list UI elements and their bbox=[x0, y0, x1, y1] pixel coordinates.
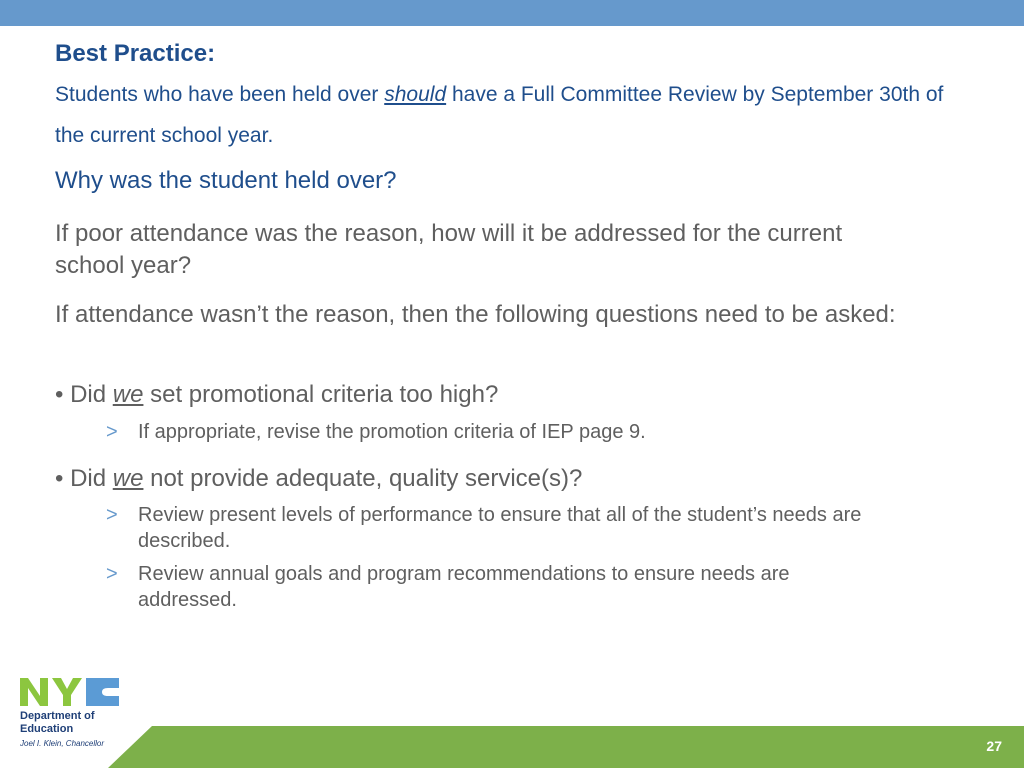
bullet-service-end: not provide adequate, quality service(s)? bbox=[143, 465, 583, 492]
department-name bbox=[20, 710, 120, 736]
department-line-2: Education bbox=[20, 723, 74, 735]
bullet-service-emphasis: we bbox=[112, 465, 144, 492]
sub-bullet-annual-goals bbox=[106, 561, 866, 613]
bullet-criteria bbox=[55, 381, 498, 409]
statement-emphasis: should bbox=[384, 83, 447, 106]
sub-bullet-text: If appropriate, revise the promotion criteria of IEP page 9. bbox=[138, 421, 646, 443]
attendance-paragraph: If poor attendance was the reason, how will it be addressed for the current school year? bbox=[55, 220, 843, 279]
followup-paragraph: If attendance wasn’t the reason, then the following questions need to be asked: bbox=[55, 301, 896, 328]
sub-bullet-present-levels bbox=[106, 502, 866, 554]
bullet-service-start: • Did bbox=[55, 465, 113, 492]
bullet-criteria-start: • Did bbox=[55, 381, 113, 408]
bullet-service bbox=[55, 465, 582, 493]
page-number: 27 bbox=[986, 738, 1002, 754]
sub-bullet-arrow-icon: > bbox=[106, 421, 118, 443]
sub-bullet-arrow-icon: > bbox=[106, 563, 118, 585]
department-line-1: Department of bbox=[20, 710, 95, 722]
best-practice-statement bbox=[55, 74, 955, 156]
top-header-bar bbox=[0, 0, 1024, 26]
footer-band bbox=[0, 726, 1024, 768]
sub-bullet-revise-criteria bbox=[106, 419, 866, 445]
sub-bullet-text: Review annual goals and program recommendations to ensure needs are addressed. bbox=[138, 563, 790, 611]
nyc-doe-logo bbox=[18, 674, 122, 710]
nyc-logo-icon bbox=[18, 674, 122, 710]
chancellor-caption: Joel I. Klein, Chancellor bbox=[20, 739, 105, 748]
bullet-criteria-emphasis: we bbox=[112, 381, 144, 408]
statement-text-start: Students who have been held over bbox=[55, 83, 385, 106]
held-over-question: Why was the student held over? bbox=[55, 167, 397, 194]
bullet-criteria-end: set promotional criteria too high? bbox=[143, 381, 499, 408]
slide-title: Best Practice: bbox=[55, 40, 216, 67]
statement-text-end: have a Full Committee Review by September 30th of the current school year. bbox=[55, 83, 944, 147]
sub-bullet-text: Review present levels of performance to ensure that all of the student’s needs are described. bbox=[138, 504, 862, 552]
sub-bullet-arrow-icon: > bbox=[106, 504, 118, 526]
